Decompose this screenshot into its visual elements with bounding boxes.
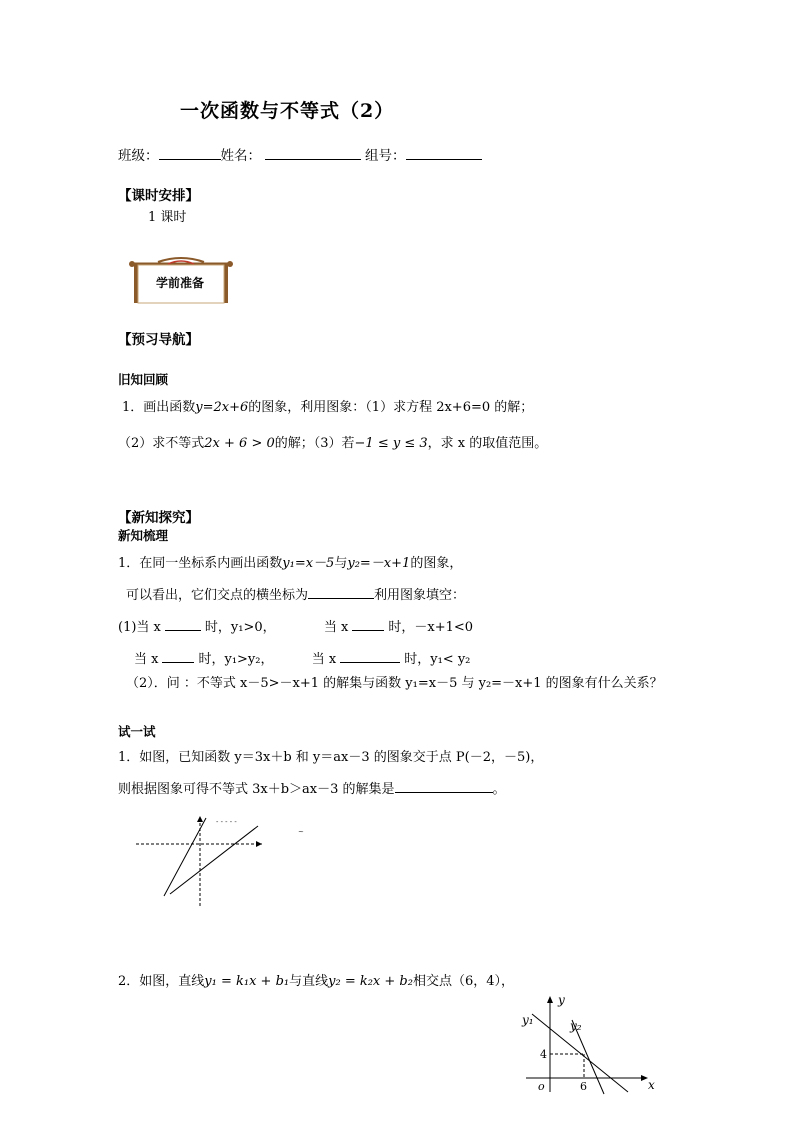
graph2-y2-label: y₂ <box>570 1019 582 1033</box>
preview-q1-line2: （2）求不等式2x + 6 > 0的解；（3）若−1 ≤ y ≤ 3，求 x 的取值范围。 <box>118 436 548 451</box>
graph2-x-label: x <box>648 1078 655 1092</box>
graph-1 <box>134 812 314 908</box>
fill-row-2: 当 x 时，y₁>y₂， 当 x 时，y₁< y₂ <box>134 652 471 667</box>
try-q1-line1: 1．如图，已知函数 y＝3x＋b 和 y＝ax－3 的图象交于点 P(－2，－5)， <box>118 750 544 765</box>
fill-row-1: (1)当 x 时，y₁>0， 当 x 时，－x+1<0 <box>118 620 474 635</box>
fill-blank-3[interactable] <box>162 650 194 663</box>
explore-q1-line1: 1．在同一坐标系内画出函数y₁=x－5与y₂=－x+1的图象， <box>118 556 463 571</box>
group-blank[interactable] <box>406 147 482 160</box>
fill-blank-2[interactable] <box>352 618 384 631</box>
graph2-tick-6: 6 <box>580 1080 587 1093</box>
class-blank[interactable] <box>159 147 221 160</box>
explore-heading: 【新知探究】 <box>118 510 199 526</box>
intersection-blank[interactable] <box>308 586 374 599</box>
try-heading: 试一试 <box>118 724 156 739</box>
graph2-tick-4: 4 <box>540 1048 547 1061</box>
fill-blank-1[interactable] <box>165 618 201 631</box>
group-label: 组号： <box>365 148 406 164</box>
svg-text:- - - - -: - - - - - <box>216 818 237 826</box>
graph2-origin: o <box>538 1080 545 1093</box>
header-info <box>118 144 482 164</box>
fill-blank-4[interactable] <box>340 650 400 663</box>
try-q2: 2．如图，直线y₁ = k₁x + b₁与直线y₂ = k₂x + b₂相交点（6，4）， <box>118 974 514 989</box>
explore-q2: （2）．问 ：不等式 x－5>－x+1 的解集与函数 y₁=x－5 与 y₂=－x+1 的图象有什么关系？ <box>126 676 663 691</box>
name-blank[interactable] <box>265 147 361 160</box>
explore-q1-line2: 可以看出，它们交点的横坐标为 利用图象填空： <box>126 588 466 603</box>
graph2-y-label: y <box>558 993 565 1007</box>
graph2-y1-label: y₁ <box>522 1013 534 1027</box>
solution-blank[interactable] <box>395 780 493 793</box>
badge-label: 学前准备 <box>156 276 205 290</box>
section-badge <box>128 256 234 304</box>
explore-subheading: 新知梳理 <box>118 528 169 543</box>
page-title: 一次函数与不等式（2） <box>180 100 395 122</box>
preview-subheading: 旧知回顾 <box>118 372 169 387</box>
graph-2 <box>520 992 660 1096</box>
try-q1-line2: 则根据图象可得不等式 3x＋b＞ax－3 的解集是 。 <box>118 782 506 797</box>
name-label: 姓名： <box>220 148 261 164</box>
preview-heading: 【预习导航】 <box>118 332 199 348</box>
schedule-heading: 【课时安排】 <box>118 188 199 204</box>
schedule-value: 1 课时 <box>148 210 187 225</box>
svg-text:~: ~ <box>298 828 304 836</box>
class-label: 班级： <box>118 148 159 164</box>
preview-q1-line1: 1．画出函数y=2x+6的图象，利用图象：（1）求方程 2x+6=0 的解； <box>122 400 534 415</box>
